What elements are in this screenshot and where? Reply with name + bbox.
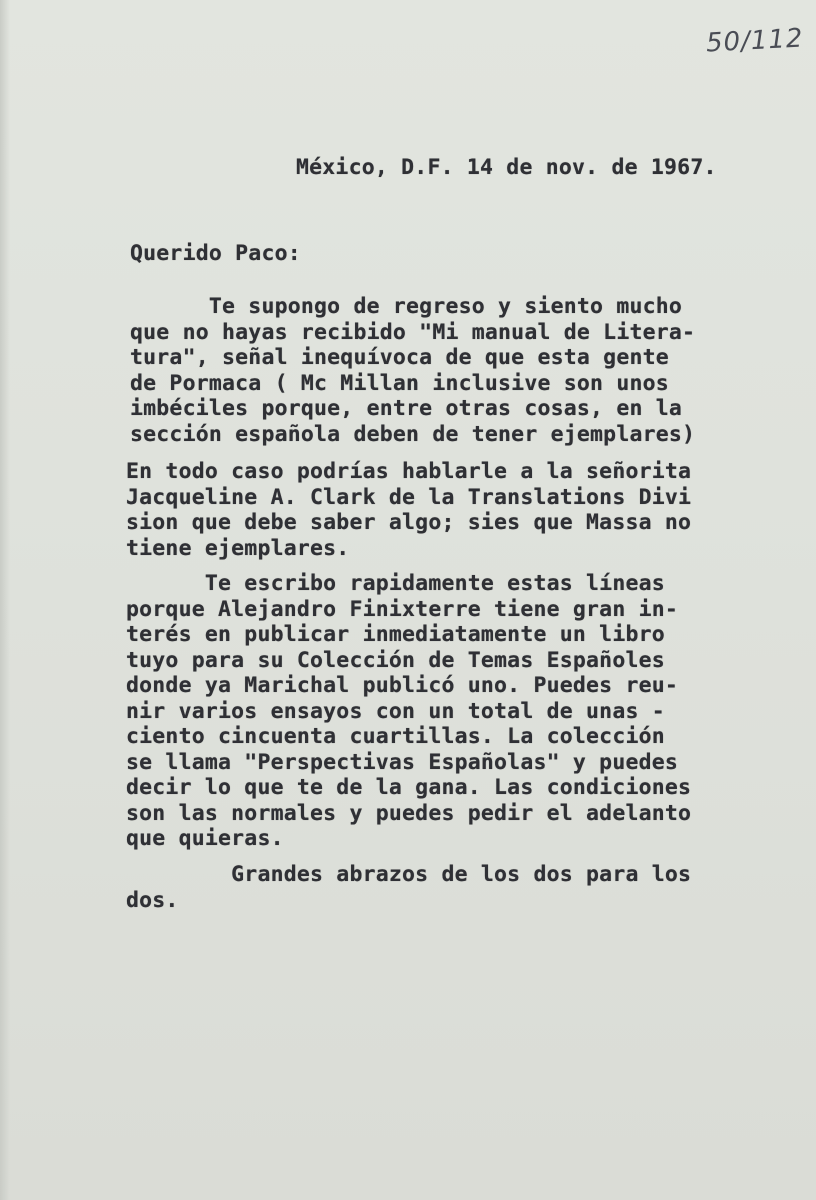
paragraph-3: Te escribo rapidamente estas líneas porque Alejandro Finixterre tiene gran in- terés en publicar inmediatamente un libro tuyo para su Colección de Temas Españoles donde ya Marichal publicó uno. Puedes reu- nir varios ensayos con un total de unas - ciento cincuenta cuartillas. La colección se llama "Perspectivas Españolas" y puedes decir lo que te de la gana. Las condiciones son las normales y puedes pedir el adelanto que quieras. bbox=[126, 571, 692, 851]
archive-number: 50/112 bbox=[705, 23, 805, 59]
salutation: Querido Paco: bbox=[130, 241, 301, 266]
closing: Grandes abrazos de los dos para los dos. bbox=[126, 862, 692, 913]
paragraph-1: Te supongo de regreso y siento mucho que no hayas recibido "Mi manual de Litera- tura", señal inequívoca de que esta gente de Pormaca ( Mc Millan inclusive son unos imbéciles porque, entre otras cosas, en la sección española deben de tener ejemplares) bbox=[130, 294, 696, 447]
date-line: México, D.F. 14 de nov. de 1967. bbox=[296, 155, 717, 180]
paragraph-2: En todo caso podrías hablarle a la señorita Jacqueline A. Clark de la Translations Divi sion que debe saber algo; sies que Massa no tiene ejemplares. bbox=[126, 459, 692, 561]
